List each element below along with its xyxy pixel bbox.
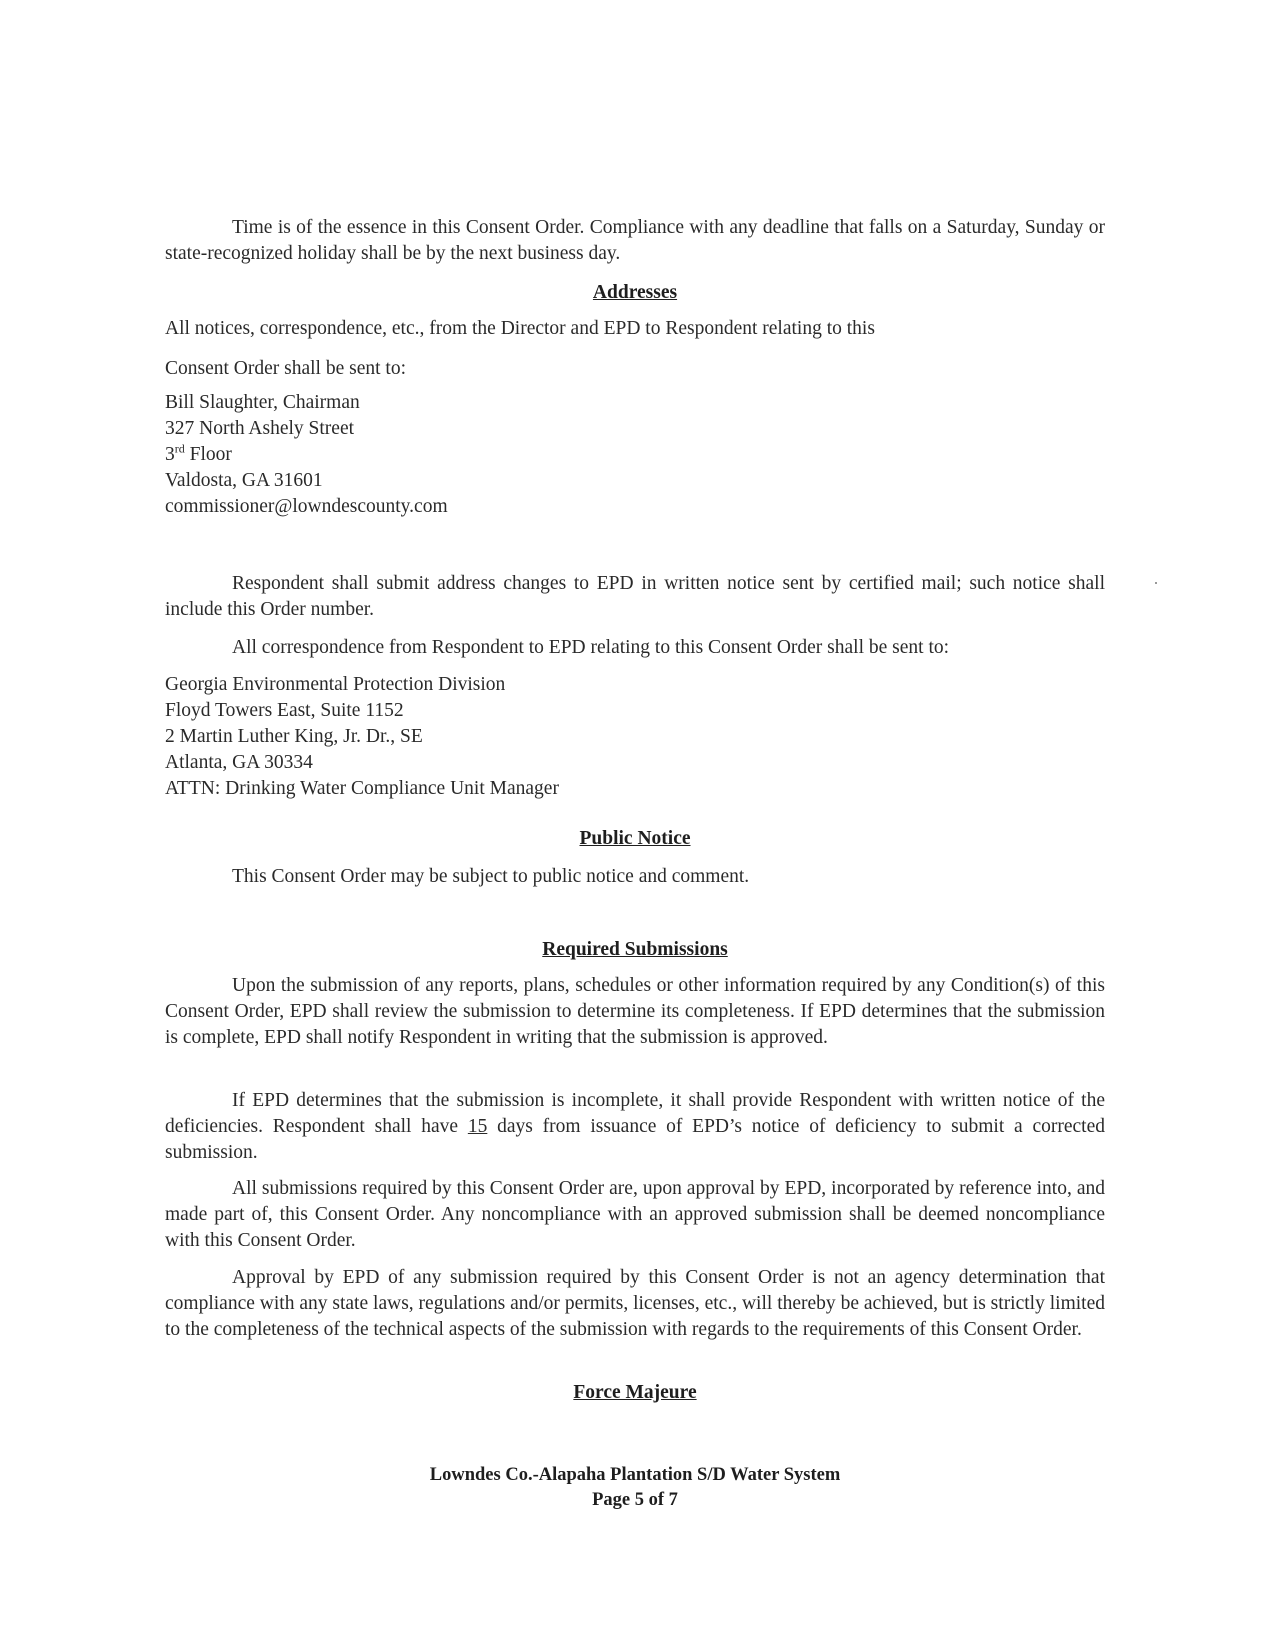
address-floor (165, 442, 1105, 468)
floor-word: Floor (184, 444, 232, 465)
force-majeure-heading: Force Majeure (573, 1382, 697, 1403)
address-email: commissioner@lowndescounty.com (165, 496, 448, 517)
address-city: Valdosta, GA 31601 (165, 470, 323, 491)
notices-line-1: All notices, correspondence, etc., from the Director and EPD to Respondent relating to this (165, 318, 875, 339)
incomplete-text-b: days from issuance of EPD’s notice of deficiency to submit a corrected submission. (165, 1116, 1106, 1163)
epd-building: Floyd Towers East, Suite 1152 (165, 700, 404, 721)
notices-line-2: Consent Order shall be sent to: (165, 358, 406, 379)
address-changes-paragraph: Respondent shall submit address changes to EPD in written notice sent by certified mail; such notice shall include this Order number. (165, 573, 1105, 620)
epd-street: 2 Martin Luther King, Jr. Dr., SE (165, 726, 423, 747)
incomplete-paragraph (165, 1088, 1105, 1166)
epd-city: Atlanta, GA 30334 (165, 752, 313, 773)
epd-attn: ATTN: Drinking Water Compliance Unit Manager (165, 778, 559, 799)
incomplete-text-a: If EPD determines that the submission is incomplete, it shall provide Respondent with written notice of the deficiencies. Respondent shall have (165, 1090, 1105, 1137)
floor-number: 3 (165, 444, 175, 465)
floor-suffix: rd (174, 441, 185, 456)
epd-address (165, 672, 1105, 802)
public-notice-paragraph: This Consent Order may be subject to public notice and comment. (232, 866, 750, 887)
approval-paragraph: Approval by EPD of any submission required by this Consent Order is not an agency determination that compliance with any state laws, regulations and/or permits, licenses, etc., will thereby be achieved, but is strictly limited to the completeness of the technical aspects of the submission with regards to the requirements of this Consent Order. (165, 1267, 1105, 1340)
addresses-heading: Addresses (592, 282, 678, 303)
scan-speck (1155, 582, 1157, 584)
correspondence-paragraph: All correspondence from Respondent to EPD relating to this Consent Order shall be sent to: (232, 637, 950, 658)
public-notice-heading: Public Notice (579, 828, 691, 849)
address-street: 327 North Ashely Street (165, 418, 355, 439)
required-submissions-heading: Required Submissions (542, 939, 728, 960)
address-name: Bill Slaughter, Chairman (165, 392, 360, 413)
footer-page-number: Page 5 of 7 (592, 1490, 678, 1510)
footer-system-name: Lowndes Co.-Alapaha Plantation S/D Water System (429, 1465, 841, 1485)
incorporated-paragraph: All submissions required by this Consent Order are, upon approval by EPD, incorporated by reference into, and made part of, this Consent Order. Any noncompliance with an approved submission shall be deemed noncompliance with this Consent Order. (165, 1178, 1105, 1251)
submission-review-paragraph: Upon the submission of any reports, plans, schedules or other information required by any Condition(s) of this Consent Order, EPD shall review the submission to determine its completeness. If EPD determines that the submission is complete, EPD shall notify Respondent in writing that the submission is approved. (165, 975, 1105, 1048)
respondent-address (165, 390, 1105, 520)
deficiency-days: 15 (467, 1116, 488, 1137)
epd-org: Georgia Environmental Protection Division (165, 674, 506, 695)
time-essence-paragraph: Time is of the essence in this Consent Order. Compliance with any deadline that falls on a Saturday, Sunday or state-recognized holiday shall be by the next business day. (165, 217, 1105, 264)
